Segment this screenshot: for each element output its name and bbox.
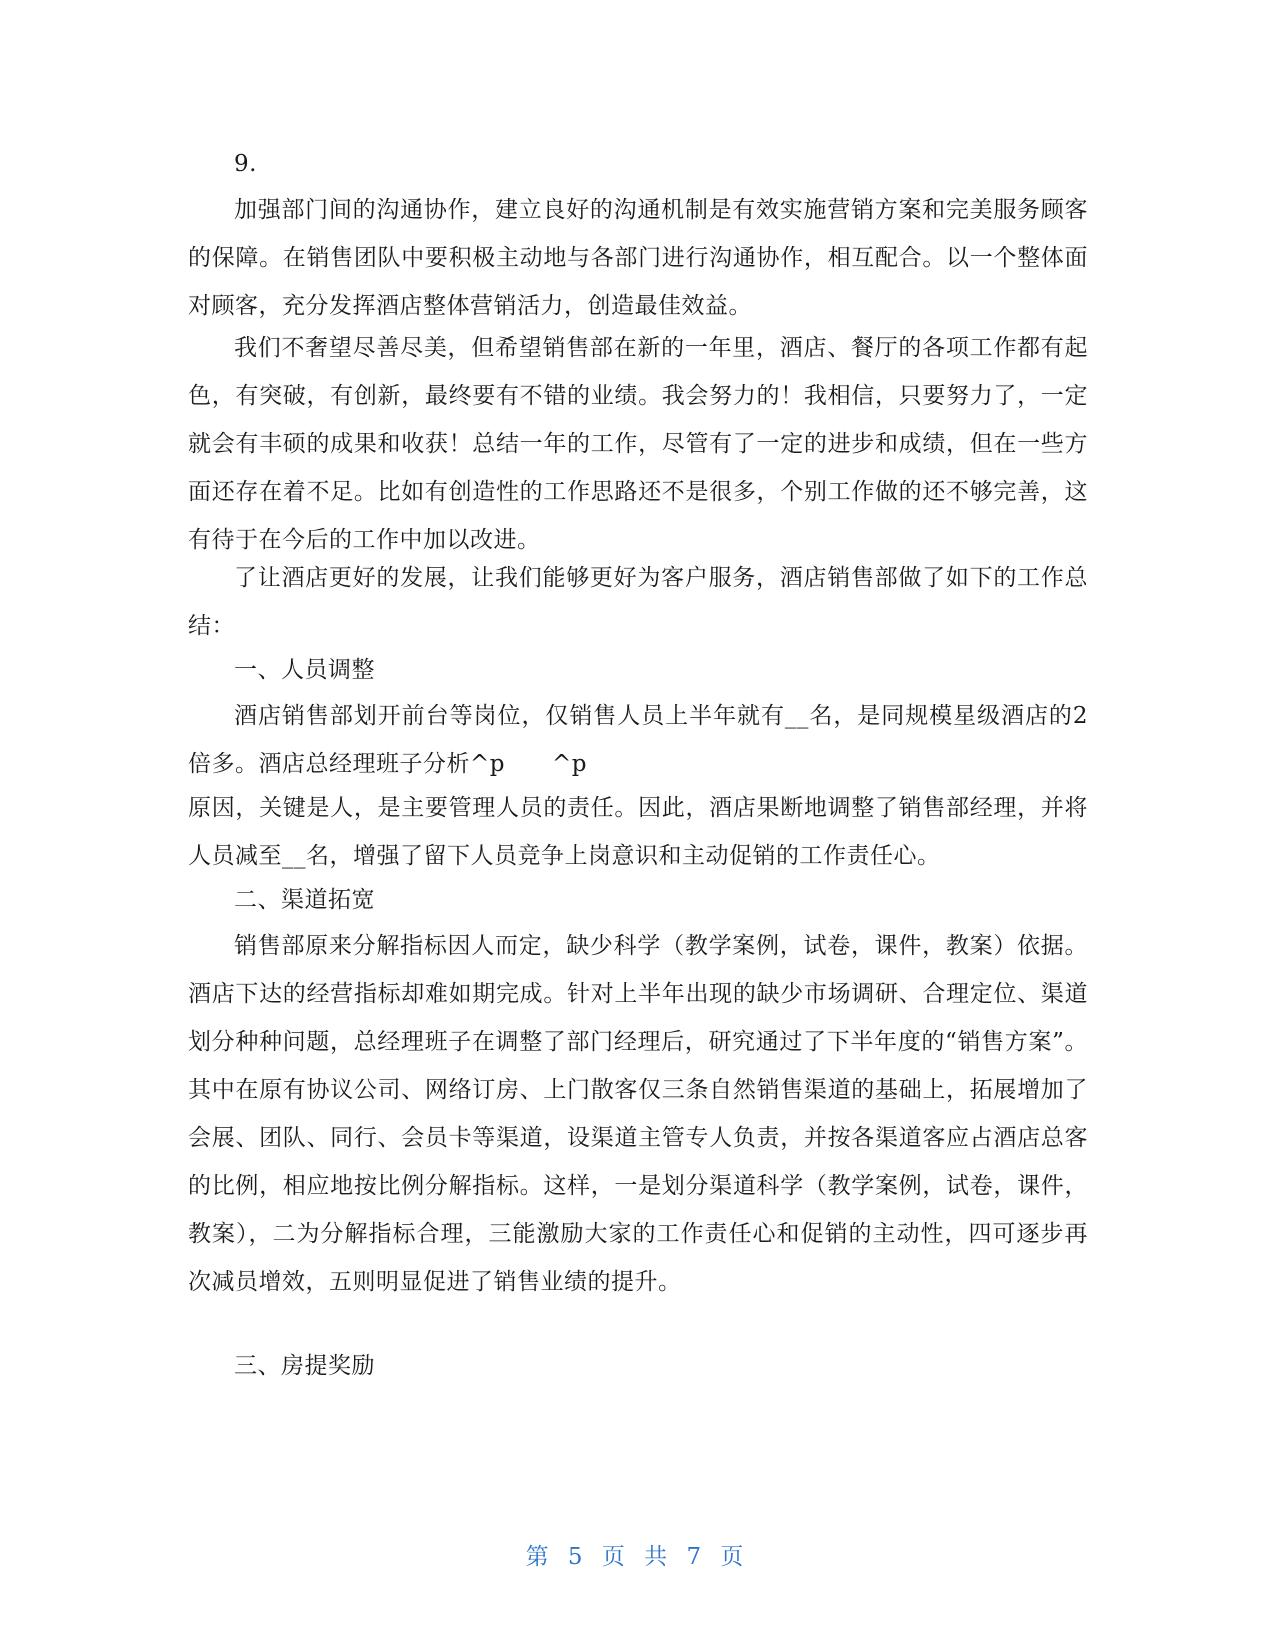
- paragraph: 了让酒店更好的发展，让我们能够更好为客户服务，酒店销售部做了如下的工作总结：: [188, 565, 1088, 639]
- heading-room-bonus: 三、房提奖励: [234, 1353, 375, 1379]
- paragraph: 原因，关键是人，是主要管理人员的责任。因此，酒店果断地调整了销售部经理，并将人员减至__名，增强了留下人员竞争上岗意识和主动促销的工作责任心。: [188, 795, 1088, 869]
- paragraph: 加强部门间的沟通协作，建立良好的沟通机制是有效实施营销方案和完美服务顾客的保障。在销售团队中要积极主动地与各部门进行沟通协作，相互配合。以一个整体面对顾客，充分发挥酒店整体营销活力，创造最佳效益。: [188, 197, 1088, 319]
- body-text: [188, 692, 1088, 788]
- section-number: [188, 140, 1088, 188]
- body-text: [188, 784, 1088, 880]
- body-text: [188, 324, 1088, 564]
- section-heading: [188, 1342, 1088, 1390]
- paragraph: 我们不奢望尽善尽美，但希望销售部在新的一年里，酒店、餐厅的各项工作都有起色，有突破，有创新，最终要有不错的业绩。我会努力的！我相信，只要努力了，一定就会有丰硕的成果和收获！总结一年的工作，尽管有了一定的进步和成绩，但在一些方面还存在着不足。比如有创造性的工作思路还不是很多，个别工作做的还不够完善，这有待于在今后的工作中加以改进。: [188, 335, 1088, 553]
- body-text: [188, 186, 1088, 330]
- body-text: [188, 554, 1088, 650]
- body-text: [188, 922, 1088, 1306]
- paragraph: 销售部原来分解指标因人而定，缺少科学（教学案例，试卷，课件，教案）依据。酒店下达的经营指标却难如期完成。针对上半年出现的缺少市场调研、合理定位、渠道划分种种问题，总经理班子在调整了部门经理后，研究通过了下半年度的“销售方案”。其中在原有协议公司、网络订房、上门散客仅三条自然销售渠道的基础上，拓展增加了会展、团队、同行、会员卡等渠道，设渠道主管专人负责，并按各渠道客应占酒店总客的比例，相应地按比例分解指标。这样，一是划分渠道科学（教学案例，试卷，课件，教案），二为分解指标合理，三能激励大家的工作责任心和促销的主动性，四可逐步再次减员增效，五则明显促进了销售业绩的提升。: [188, 933, 1088, 1295]
- paragraph-number: 9.: [234, 151, 257, 177]
- section-heading: [188, 646, 1088, 694]
- section-heading: [188, 876, 1088, 924]
- heading-personnel: 一、人员调整: [234, 657, 375, 683]
- heading-channels: 二、渠道拓宽: [234, 887, 375, 913]
- paragraph: 酒店销售部划开前台等岗位，仅销售人员上半年就有__名，是同规模星级酒店的2倍多。酒店总经理班子分析^p ^p: [188, 703, 1088, 777]
- page-footer: 第 5 页 共 7 页: [525, 1544, 750, 1570]
